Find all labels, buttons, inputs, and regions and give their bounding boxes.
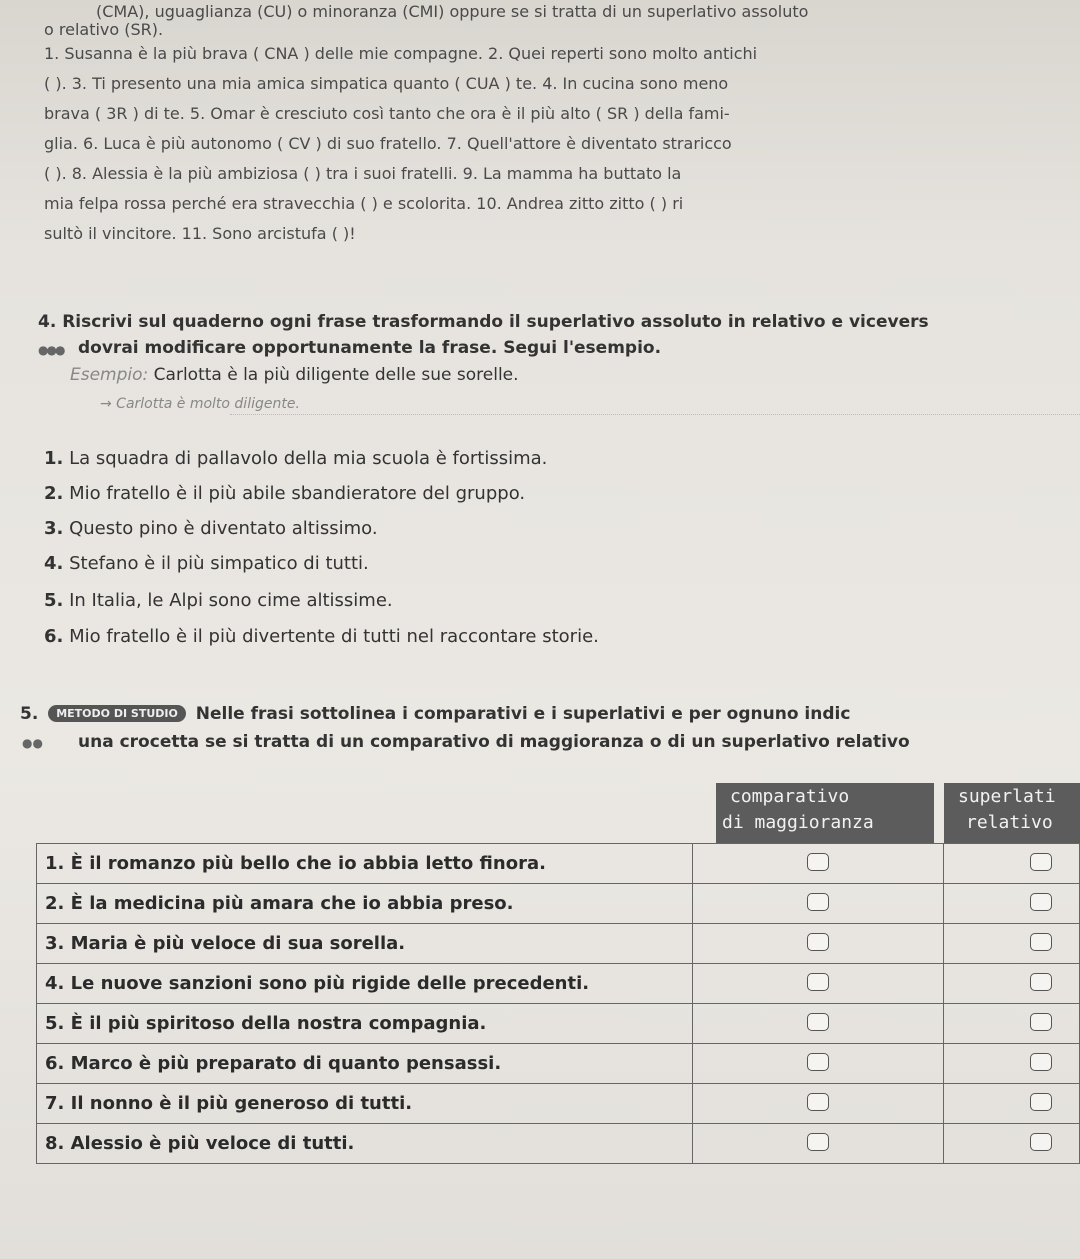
- row-sentence: 5. È il più spiritoso della nostra compagnia.: [37, 1004, 693, 1044]
- difficulty-dots: ●●●: [38, 343, 64, 357]
- checkbox-superlativo[interactable]: [1030, 973, 1052, 991]
- checkbox-comparativo[interactable]: [807, 1133, 829, 1151]
- cell-superlativo: [943, 1004, 1079, 1044]
- text-line: brava ( 3R ) di te. 5. Omar è cresciuto così tanto che ora è il più alto ( SR ) della fami-: [44, 104, 730, 123]
- checkbox-comparativo[interactable]: [807, 973, 829, 991]
- table-row: [37, 1004, 1080, 1044]
- col-header-superlativo-2: relativo: [966, 812, 1053, 833]
- table-row: [37, 924, 1080, 964]
- example-answer: → Carlotta è molto diligente.: [100, 396, 300, 412]
- cell-comparativo: [692, 884, 943, 924]
- text-line: sultò il vincitore. 11. Sono arcistufa ( )!: [44, 224, 356, 243]
- cell-superlativo: [943, 884, 1079, 924]
- table-row: [37, 964, 1080, 1004]
- cell-comparativo: [692, 924, 943, 964]
- difficulty-dots: ●●: [22, 736, 43, 750]
- method-badge: METODO DI STUDIO: [48, 705, 186, 722]
- cell-comparativo: [692, 1004, 943, 1044]
- cell-superlativo: [943, 1124, 1079, 1164]
- row-sentence: 4. Le nuove sanzioni sono più rigide delle precedenti.: [37, 964, 693, 1004]
- checkbox-superlativo[interactable]: [1030, 853, 1052, 871]
- col-header-comparativo: comparativo: [730, 786, 850, 807]
- checkbox-comparativo[interactable]: [807, 893, 829, 911]
- sentence: 5. In Italia, le Alpi sono cime altissime.: [44, 590, 393, 611]
- text-line: ( ). 8. Alessia è la più ambiziosa ( ) tra i suoi fratelli. 9. La mamma ha buttato la: [44, 164, 682, 183]
- example-label: Esempio:: [70, 365, 149, 385]
- text-line: mia felpa rossa perché era stravecchia ( ) e scolorita. 10. Andrea zitto zitto ( ) ri: [44, 194, 684, 213]
- col-header-superlativo: superlati: [958, 786, 1056, 807]
- cell-comparativo: [692, 1124, 943, 1164]
- checkbox-superlativo[interactable]: [1030, 1093, 1052, 1111]
- example-text: Carlotta è la più diligente delle sue sorelle.: [153, 365, 519, 385]
- answer-rule: [230, 414, 1080, 415]
- table-row: [37, 884, 1080, 924]
- exercise-5-title-cont: una crocetta se si tratta di un comparativo di maggioranza o di un superlativo relativo: [78, 732, 910, 752]
- row-sentence: 3. Maria è più veloce di sua sorella.: [37, 924, 693, 964]
- checkbox-superlativo[interactable]: [1030, 893, 1052, 911]
- col-header-comparativo-2: di maggioranza: [722, 812, 874, 833]
- cell-superlativo: [943, 1084, 1079, 1124]
- table-row: [37, 1044, 1080, 1084]
- checkbox-superlativo[interactable]: [1030, 1053, 1052, 1071]
- checkbox-superlativo[interactable]: [1030, 1133, 1052, 1151]
- checkbox-comparativo[interactable]: [807, 1013, 829, 1031]
- sentence: 3. Questo pino è diventato altissimo.: [44, 518, 378, 539]
- sentence: 6. Mio fratello è il più divertente di tutti nel raccontare storie.: [44, 626, 599, 647]
- checkbox-comparativo[interactable]: [807, 1053, 829, 1071]
- row-sentence: 8. Alessio è più veloce di tutti.: [37, 1124, 693, 1164]
- exercise-4-title: 4. Riscrivi sul quaderno ogni frase trasformando il superlativo assoluto in relativo e vicevers: [38, 312, 929, 332]
- text-line: (CMA), uguaglianza (CU) o minoranza (CMI) oppure se si tratta di un superlativo assoluto: [96, 2, 809, 21]
- exercise-5-title: 5. METODO DI STUDIO Nelle frasi sottolinea i comparativi e i superlativi e per ognuno indic: [20, 704, 851, 724]
- text-line: 1. Susanna è la più brava ( CNA ) delle mie compagne. 2. Quei reperti sono molto antichi: [44, 44, 758, 63]
- cell-comparativo: [692, 1044, 943, 1084]
- cell-comparativo: [692, 1084, 943, 1124]
- exercise-table: [36, 843, 1080, 1164]
- cell-superlativo: [943, 1044, 1079, 1084]
- row-sentence: 1. È il romanzo più bello che io abbia letto finora.: [37, 844, 693, 884]
- checkbox-comparativo[interactable]: [807, 1093, 829, 1111]
- checkbox-comparativo[interactable]: [807, 933, 829, 951]
- checkbox-superlativo[interactable]: [1030, 933, 1052, 951]
- exercise-4-title-cont: dovrai modificare opportunamente la frase. Segui l'esempio.: [78, 338, 662, 358]
- row-sentence: 7. Il nonno è il più generoso di tutti.: [37, 1084, 693, 1124]
- example: [70, 365, 519, 385]
- checkbox-superlativo[interactable]: [1030, 1013, 1052, 1031]
- cell-comparativo: [692, 844, 943, 884]
- table-row: [37, 1124, 1080, 1164]
- text-line: ( ). 3. Ti presento una mia amica simpatica quanto ( CUA ) te. 4. In cucina sono meno: [44, 74, 729, 93]
- table-row: [37, 844, 1080, 884]
- sentence: 1. La squadra di pallavolo della mia scuola è fortissima.: [44, 448, 548, 469]
- text-line: o relativo (SR).: [44, 20, 164, 39]
- row-sentence: 2. È la medicina più amara che io abbia preso.: [37, 884, 693, 924]
- cell-superlativo: [943, 844, 1079, 884]
- cell-comparativo: [692, 964, 943, 1004]
- text-line: glia. 6. Luca è più autonomo ( CV ) di suo fratello. 7. Quell'attore è diventato straricco: [44, 134, 732, 153]
- cell-superlativo: [943, 964, 1079, 1004]
- cell-superlativo: [943, 924, 1079, 964]
- sentence: 2. Mio fratello è il più abile sbandieratore del gruppo.: [44, 483, 526, 504]
- sentence: 4. Stefano è il più simpatico di tutti.: [44, 553, 369, 574]
- table-row: [37, 1084, 1080, 1124]
- row-sentence: 6. Marco è più preparato di quanto pensassi.: [37, 1044, 693, 1084]
- checkbox-comparativo[interactable]: [807, 853, 829, 871]
